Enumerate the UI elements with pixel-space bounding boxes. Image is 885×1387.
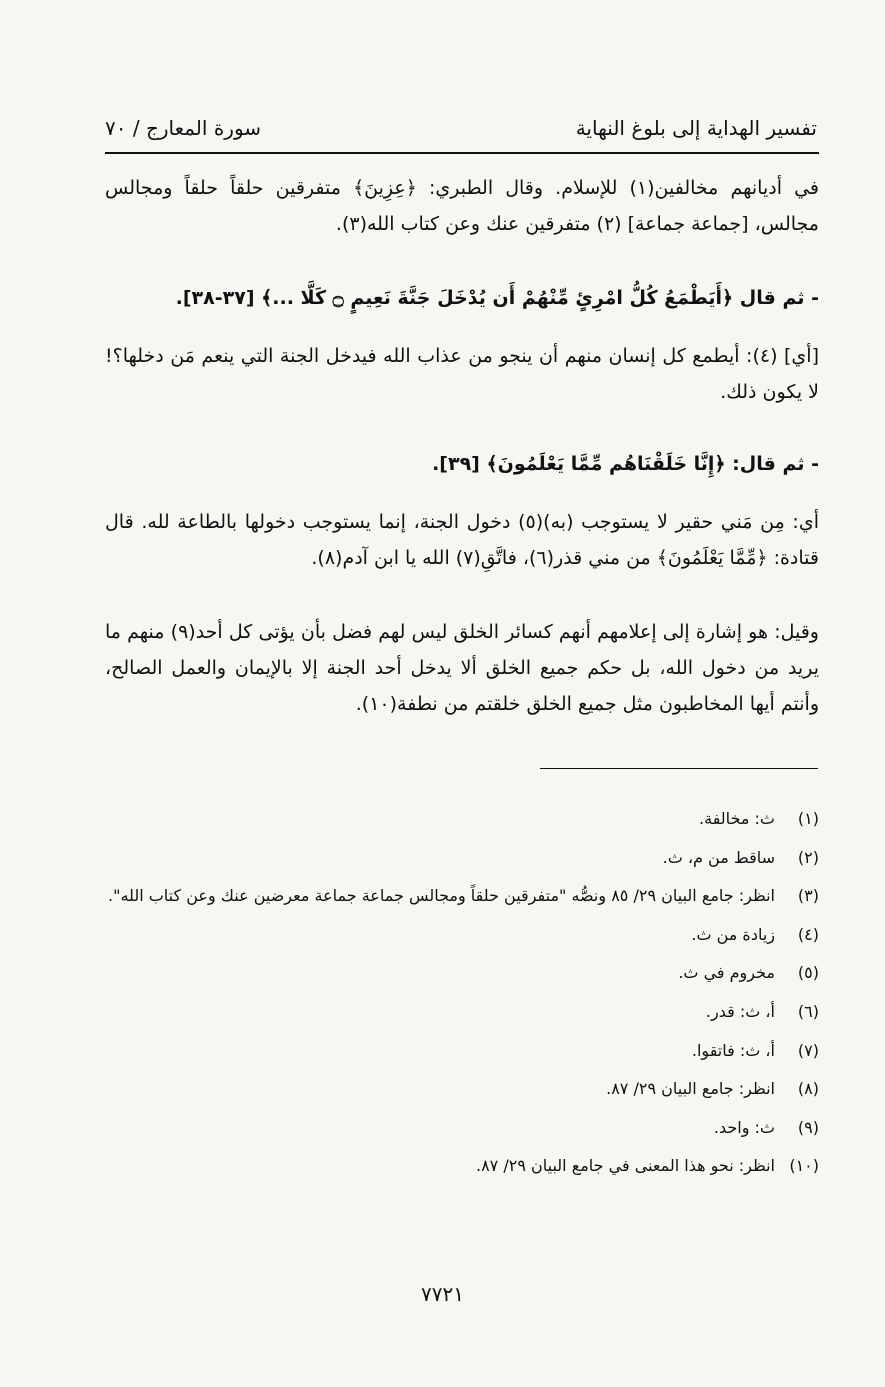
footnote-item	[105, 845, 819, 871]
footnote-number: (٣)	[797, 886, 819, 906]
footnote-item	[105, 1153, 819, 1179]
verse-paragraph-1: - ثم قال ﴿أَيَطْمَعُ كُلُّ امْرِئٍ مِّنْهُمْ أَن يُدْخَلَ جَنَّةَ نَعِيمٍ ۝ كَلَّا ...﴾ [٣٧-٣٨].	[175, 287, 819, 309]
footnote-rule	[540, 768, 818, 769]
footnote-text: انظر: نحو هذا المعنى في جامع البيان ٢٩/ ٨٧.	[475, 1156, 775, 1176]
footnote-text: انظر: جامع البيان ٢٩/ ٨٥ ونصُّه "متفرقين حلقاً ومجالس جماعة جماعة معرضين عنك وعن كتاب الله".	[108, 886, 775, 906]
surah-page-label: سورة المعارج / ٧٠	[105, 116, 262, 140]
footnote-text: زيادة من ث.	[691, 924, 775, 944]
footnote-number: (٢)	[797, 847, 819, 867]
footnote-text: مخروم في ث.	[678, 963, 775, 983]
main-text-verse-1	[105, 280, 819, 316]
main-text-commentary-3	[105, 614, 819, 722]
paragraph-6: وقيل: هو إشارة إلى إعلامهم أنهم كسائر الخلق ليس لهم فضل بأن يؤتى كل أحد(٩) منهم ما يريد من دخول الله، بل حكم جميع الخلق ألا يدخل أحد الجنة إلا بالإيمان والعمل الصالح، وأنتم أيها المخاطبون مثل جميع الخلق خلقتم من نطفة(١٠).	[105, 621, 819, 716]
book-title: تفسير الهداية إلى بلوغ النهاية	[575, 116, 817, 140]
footnotes-list	[105, 806, 819, 1192]
footnote-item	[105, 999, 819, 1025]
paragraph-5: أي: مِن مَني حقير لا يستوجب (به)(٥) دخول الجنة، إنما يستوجب دخولها بالطاعة لله. قال قتادة: ﴿مِّمَّا يَعْلَمُونَ﴾ من مني قذر(٦)، فاتَّقِ(٧) الله يا ابن آدم(٨).	[105, 511, 819, 570]
footnote-number: (٦)	[797, 1001, 819, 1021]
verse-paragraph-2: - ثم قال: ﴿إِنَّا خَلَقْنَاهُم مِّمَّا يَعْلَمُونَ﴾ [٣٩].	[432, 453, 819, 475]
page-number: ٧٧٢١	[421, 1282, 464, 1306]
main-text	[105, 170, 819, 242]
footnote-item	[105, 960, 819, 986]
footnote-text: ث: مخالفة.	[699, 809, 775, 828]
footnote-number: (٥)	[797, 963, 819, 983]
running-header	[105, 108, 817, 148]
paragraph-1: في أديانهم مخالفين(١) للإسلام. وقال الطبري: ﴿عِزِينَ﴾ متفرقين حلقاً حلقاً ومجالس مجالس، [جماعة جماعة] (٢) متفرقين عنك وعن كتاب الله(٣).	[105, 177, 819, 236]
footnote-item	[105, 922, 819, 948]
footnote-text: أ، ث: قدر.	[705, 1001, 775, 1021]
footnote-item	[105, 1038, 819, 1064]
main-text-verse-2	[105, 446, 819, 482]
header-rule	[105, 152, 819, 154]
footnote-text: ث: واحد.	[713, 1117, 775, 1137]
footnote-item	[105, 806, 819, 832]
footnote-number: (٩)	[797, 1117, 819, 1137]
footnote-item	[105, 1076, 819, 1102]
footnote-text: ساقط من م، ث.	[662, 847, 775, 867]
footnote-number: (٧)	[797, 1040, 819, 1060]
footnote-number: (٨)	[797, 1079, 819, 1099]
paragraph-3: [أي] (٤): أيطمع كل إنسان منهم أن ينجو من عذاب الله فيدخل الجنة التي ينعم مَن دخلها؟! لا يكون ذلك.	[105, 345, 819, 404]
footnote-number: (١٠)	[789, 1156, 819, 1176]
footnote-item	[105, 1115, 819, 1141]
footnote-item	[105, 883, 819, 909]
footnote-number: (٤)	[797, 924, 819, 944]
main-text-commentary-1	[105, 338, 819, 410]
main-text-commentary-2	[105, 504, 819, 576]
footnote-text: أ، ث: فاتقوا.	[691, 1040, 775, 1060]
footnote-number: (١)	[797, 809, 819, 828]
footnote-text: انظر: جامع البيان ٢٩/ ٨٧.	[606, 1079, 775, 1099]
